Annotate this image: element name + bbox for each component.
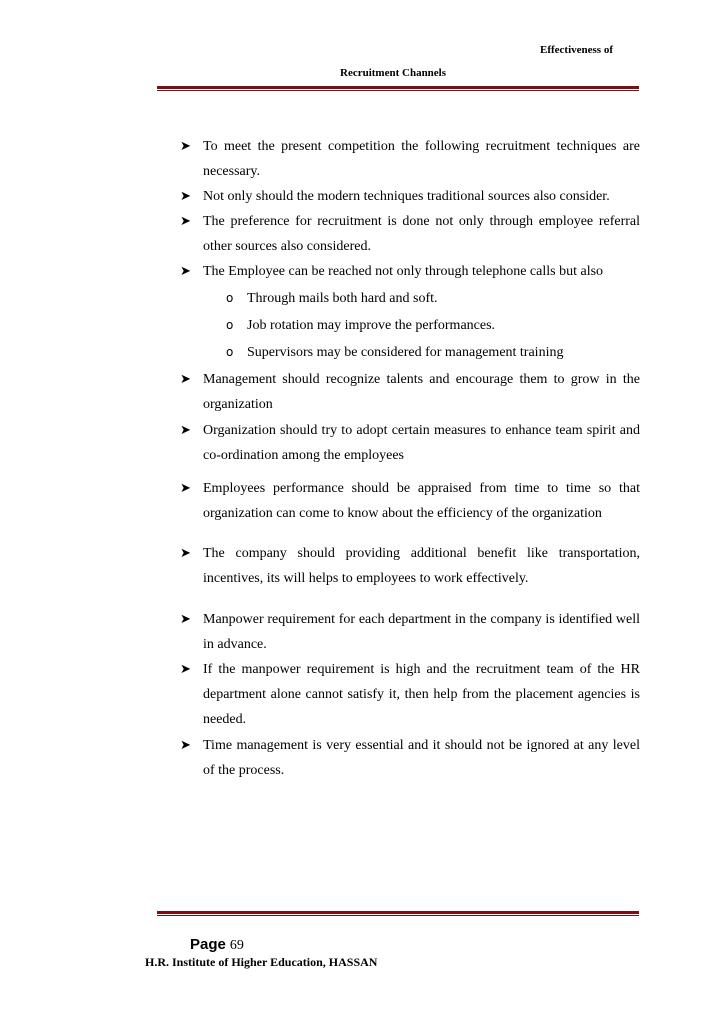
list-item-text: The Employee can be reached not only through telephone calls but also [203, 264, 604, 279]
list-item [180, 209, 640, 259]
arrowhead-bullet-icon: ➤ [180, 662, 191, 677]
header-rule [157, 86, 639, 91]
sub-list-item-text: Job rotation may improve the performances. [247, 318, 496, 333]
arrowhead-bullet-icon: ➤ [180, 423, 191, 438]
list-item [180, 418, 640, 468]
list-item-text: Organization should try to adopt certain measures to enhance team spirit and co-ordination among the employees [203, 423, 640, 463]
list-item [180, 184, 640, 209]
list-item-text: Time management is very essential and it should not be ignored at any level of the process. [203, 738, 640, 778]
header-title-center: Recruitment Channels [340, 67, 447, 79]
arrowhead-bullet-icon: ➤ [180, 738, 191, 753]
arrowhead-bullet-icon: ➤ [180, 372, 191, 387]
arrowhead-bullet-icon: ➤ [180, 214, 191, 229]
header-title-right: Effectiveness of [540, 44, 614, 56]
list-item [180, 607, 640, 657]
list-item [180, 134, 640, 184]
sub-list-item [226, 313, 646, 338]
arrowhead-bullet-icon: ➤ [180, 612, 191, 627]
page-number-block [190, 936, 244, 954]
list-item-text: Manpower requirement for each department in the company is identified well in advance. [203, 612, 640, 652]
list-item [180, 476, 640, 526]
list-item [180, 367, 640, 417]
list-item-text: Management should recognize talents and encourage them to grow in the organization [203, 372, 640, 412]
hollow-circle-bullet-icon: o [226, 318, 234, 332]
arrowhead-bullet-icon: ➤ [180, 546, 191, 561]
page-number: 69 [229, 938, 244, 953]
list-item-text: The preference for recruitment is done not only through employee referral other sources also considered. [203, 214, 640, 254]
arrowhead-bullet-icon: ➤ [180, 189, 191, 204]
list-item [180, 541, 640, 591]
arrowhead-bullet-icon: ➤ [180, 264, 191, 279]
list-item-text: Not only should the modern techniques traditional sources also consider. [203, 189, 610, 204]
list-item [180, 657, 640, 732]
list-item [180, 733, 640, 783]
list-item-text: To meet the present competition the following recruitment techniques are necessary. [203, 139, 640, 179]
list-item-text: Employees performance should be appraised from time to time so that organization can come to know about the efficiency of the organization [203, 481, 640, 521]
page-label: Page [190, 936, 226, 953]
sub-list-item [226, 340, 646, 365]
sub-list-item-text: Supervisors may be considered for management training [247, 345, 564, 360]
institution-name: H.R. Institute of Higher Education, HASSAN [145, 955, 378, 969]
arrowhead-bullet-icon: ➤ [180, 481, 191, 496]
footer-rule [157, 911, 639, 916]
hollow-circle-bullet-icon: o [226, 291, 234, 305]
list-item-text: If the manpower requirement is high and the recruitment team of the HR department alone cannot satisfy it, then help from the placement agencies is needed. [203, 662, 640, 727]
list-item [180, 259, 640, 284]
arrowhead-bullet-icon: ➤ [180, 139, 191, 154]
list-item-text: The company should providing additional benefit like transportation, incentives, its will helps to employees to work effectively. [203, 546, 640, 586]
hollow-circle-bullet-icon: o [226, 345, 234, 359]
sub-list-item-text: Through mails both hard and soft. [247, 291, 438, 306]
sub-list-item [226, 286, 646, 311]
